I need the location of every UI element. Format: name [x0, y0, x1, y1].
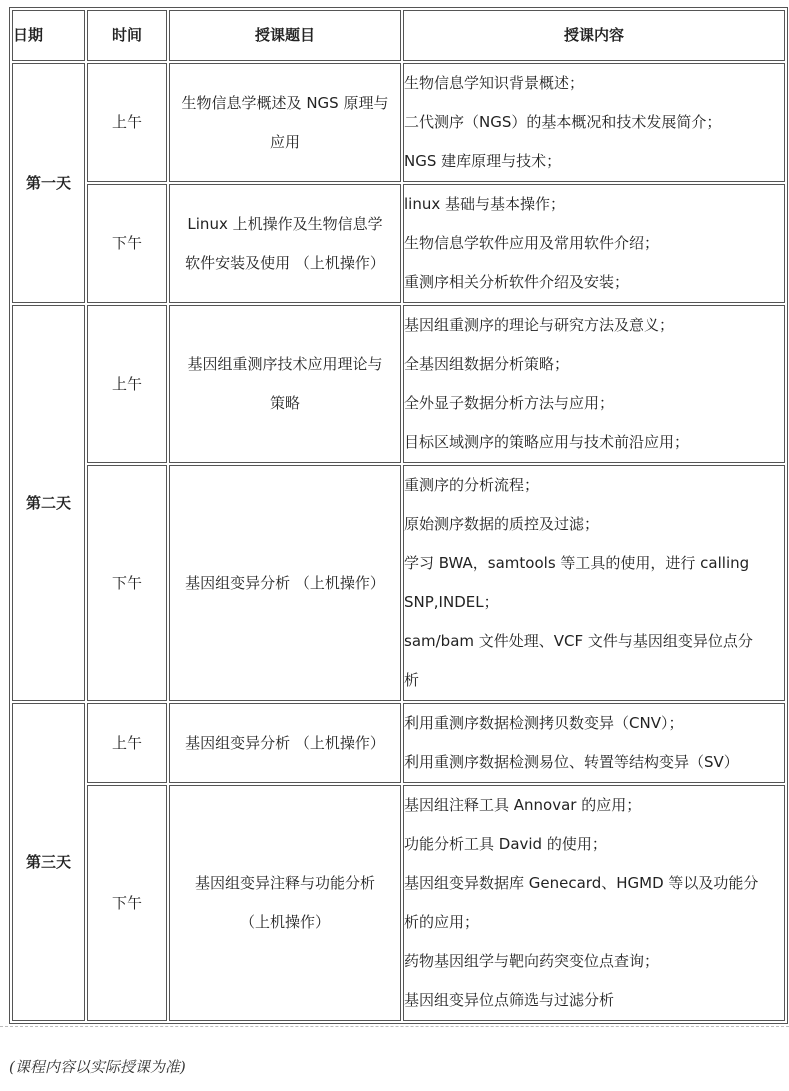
- divider: [0, 1026, 789, 1027]
- session-topic: [169, 465, 401, 701]
- session-time: 上午: [87, 305, 167, 463]
- content-item: 重测序相关分析软件介绍及安装；: [404, 273, 630, 291]
- table-row: [12, 785, 785, 1021]
- session-content: [403, 785, 785, 1021]
- topic-line: Linux 上机操作及生物信息学: [187, 214, 383, 233]
- content-item: 原始测序数据的质控及过滤；: [404, 515, 600, 533]
- content-item: 基因组变异位点筛选与过滤分析: [404, 991, 615, 1009]
- topic-line: 基因组变异注释与功能分析: [194, 874, 375, 892]
- topic-line: 软件安装及使用 （上机操作）: [185, 253, 385, 272]
- session-time: 上午: [87, 703, 167, 783]
- topic-line: （上机操作）: [239, 913, 330, 931]
- session-topic: [169, 305, 401, 463]
- header-date: 日期: [12, 10, 85, 61]
- table-row: [12, 63, 785, 182]
- content-item: 二代测序（NGS）的基本概况和技术发展简介；: [404, 113, 722, 131]
- content-item: 基因组重测序的理论与研究方法及意义；: [404, 316, 675, 334]
- session-topic: [169, 63, 401, 182]
- content-item: 析: [404, 671, 420, 689]
- topic-line: 基因组变异分析 （上机操作）: [185, 733, 385, 752]
- footnote: (课程内容以实际授课为准): [9, 1058, 186, 1076]
- content-item: 学习 BWA，samtools 等工具的使用，进行 calling: [404, 554, 750, 572]
- content-item: 基因组注释工具 Annovar 的应用；: [404, 796, 642, 814]
- content-item: linux 基础与基本操作；: [404, 195, 565, 213]
- session-content: [403, 305, 785, 463]
- content-item: 利用重测序数据检测拷贝数变异（CNV）；: [404, 714, 684, 732]
- session-topic: [169, 184, 401, 303]
- content-item: 生物信息学知识背景概述；: [404, 74, 585, 92]
- topic-line: 生物信息学概述及 NGS 原理与: [181, 93, 389, 112]
- table-row: [12, 465, 785, 701]
- content-item: 重测序的分析流程；: [404, 476, 540, 494]
- header-topic: 授课题目: [169, 10, 401, 61]
- content-item: 药物基因组学与靶向药突变位点查询；: [404, 952, 660, 970]
- session-time: 下午: [87, 184, 167, 303]
- table-row: [12, 305, 785, 463]
- session-time: 下午: [87, 465, 167, 701]
- course-schedule-table: [9, 7, 788, 1024]
- topic-line: 基因组变异分析 （上机操作）: [185, 573, 385, 592]
- session-topic: [169, 703, 401, 783]
- session-content: [403, 184, 785, 303]
- content-item: 生物信息学软件应用及常用软件介绍；: [404, 234, 660, 252]
- content-item: 利用重测序数据检测易位、转置等结构变异（SV）: [404, 753, 739, 771]
- day-label: 第一天: [12, 63, 85, 303]
- content-item: 析的应用；: [404, 913, 480, 931]
- content-item: 全基因组数据分析策略；: [404, 355, 570, 373]
- content-item: 全外显子数据分析方法与应用；: [404, 394, 615, 412]
- content-item: 功能分析工具 David 的使用；: [404, 835, 607, 853]
- content-item: sam/bam 文件处理、VCF 文件与基因组变异位点分: [404, 632, 753, 650]
- topic-line: 策略: [269, 394, 300, 412]
- session-content: [403, 703, 785, 783]
- day-label: 第三天: [12, 703, 85, 1021]
- session-time: 下午: [87, 785, 167, 1021]
- header-time: 时间: [87, 10, 167, 61]
- topic-line: 基因组重测序技术应用理论与: [187, 355, 383, 373]
- session-content: [403, 465, 785, 701]
- content-item: SNP,INDEL；: [404, 593, 499, 611]
- header-row: [12, 10, 785, 61]
- session-time: 上午: [87, 63, 167, 182]
- table-row: [12, 184, 785, 303]
- session-content: [403, 63, 785, 182]
- table-row: [12, 703, 785, 783]
- content-item: 基因组变异数据库 Genecard、HGMD 等以及功能分: [404, 874, 759, 892]
- content-item: 目标区域测序的策略应用与技术前沿应用；: [404, 433, 690, 451]
- topic-line: 应用: [269, 132, 300, 151]
- header-content: 授课内容: [403, 10, 785, 61]
- session-topic: [169, 785, 401, 1021]
- day-label: 第二天: [12, 305, 85, 701]
- content-item: NGS 建库原理与技术；: [404, 152, 562, 170]
